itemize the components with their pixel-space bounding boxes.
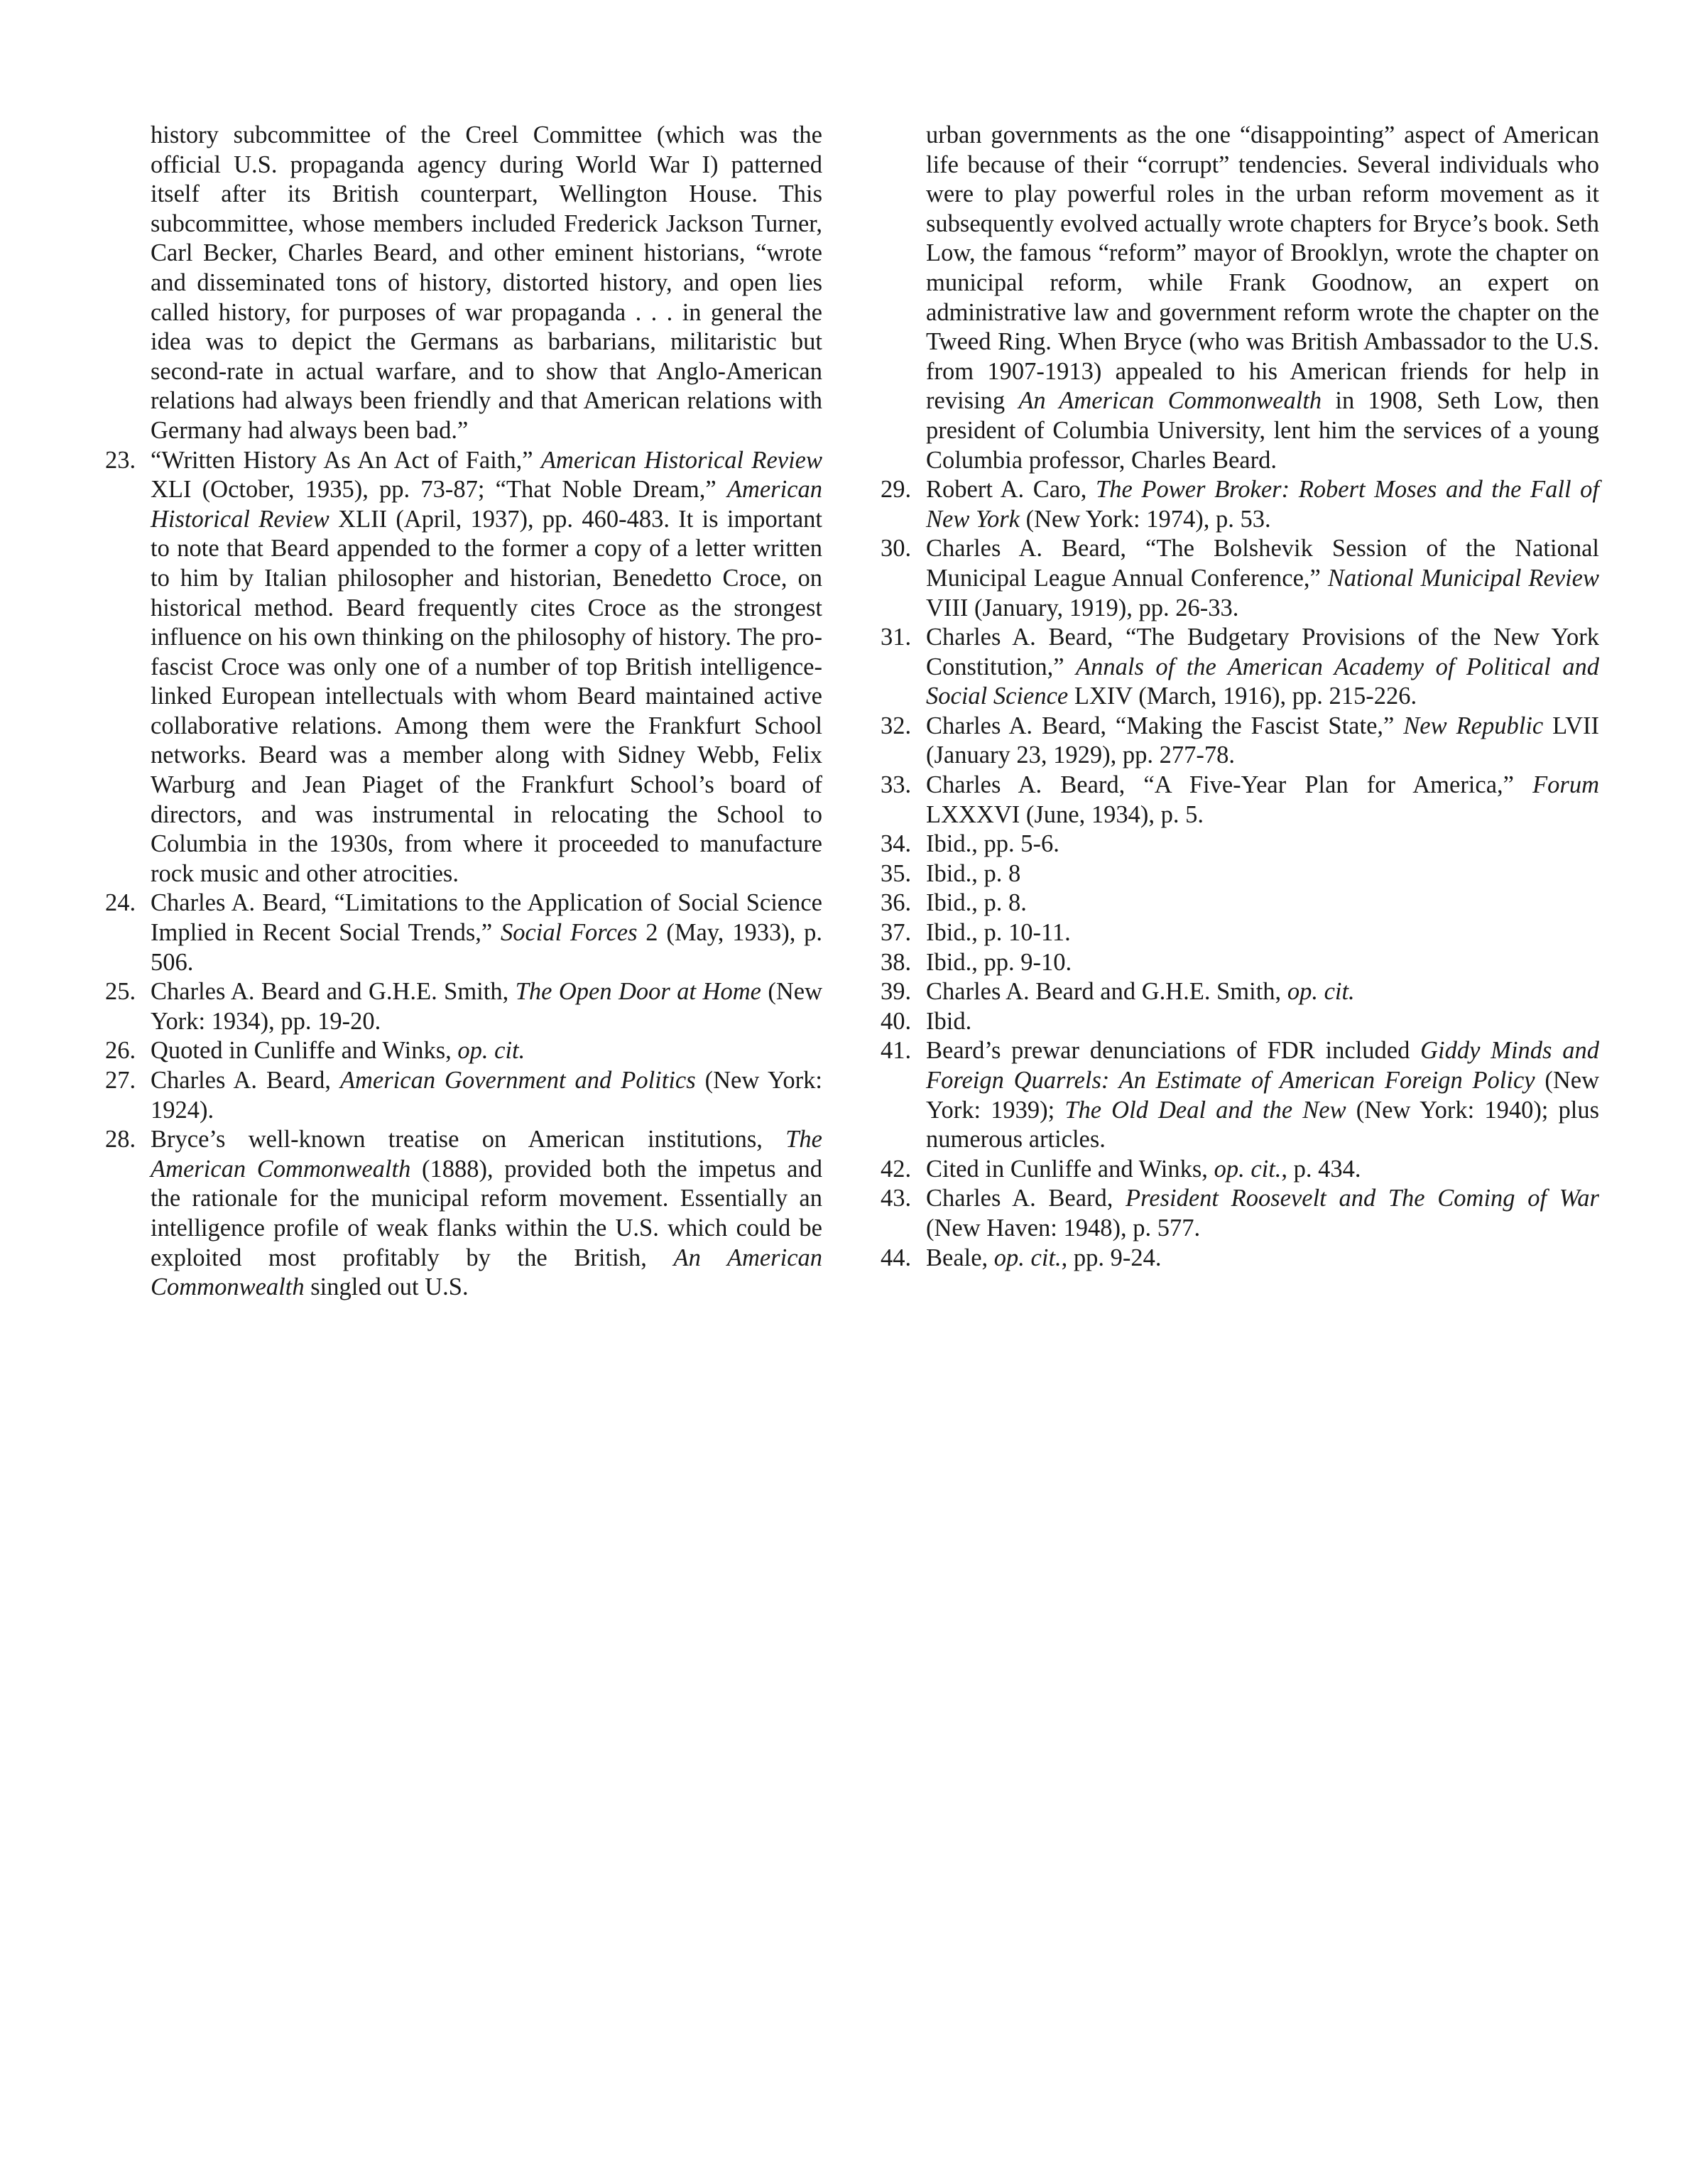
left-column xyxy=(105,121,822,1303)
note-number: 27. xyxy=(105,1067,136,1094)
continuation-paragraph: history subcommittee of the Creel Committee (which was the official U.S. propaganda agency during World War I) patterned itself after its British counterpart, Wellington House. This subcommittee, whose members included Frederick Jackson Turner, Carl Becker, Charles Beard, and other eminent historians, “wrote and disseminated tons of history, distorted history, and open lies called history, for purposes of war propaganda . . . in general the idea was to depict the Germans as barbarians, militaristic but second-rate in actual warfare, and to show that Anglo-American relations had always been friendly and that American relations with Germany had always been bad.” xyxy=(151,121,822,444)
note-number: 33. xyxy=(881,771,912,799)
note-number: 39. xyxy=(881,978,912,1006)
note-number: 42. xyxy=(881,1155,912,1183)
note-number: 36. xyxy=(881,889,912,917)
footnote: 31. Charles A. Beard, “The Budgetary Provisions of the New York Constitution,” Annals of the American Academy of Political and Social Science LXIV (March, 1916), pp. 215-226. xyxy=(881,624,1599,710)
footnote: 24. Charles A. Beard, “Limitations to the Application of Social Science Implied in Recent Social Trends,” Social Forces 2 (May, 1933), p. 506. xyxy=(105,889,822,976)
note-number: 35. xyxy=(881,859,912,887)
footnote: 39. Charles A. Beard and G.H.E. Smith, op. cit. xyxy=(881,977,1599,1007)
note-number: 24. xyxy=(105,889,136,917)
note-number: 37. xyxy=(881,919,912,947)
note-number: 41. xyxy=(881,1037,912,1065)
footnote: 44. Beale, op. cit., pp. 9-24. xyxy=(881,1244,1599,1273)
note-number: 34. xyxy=(881,830,912,858)
note-number: 23. xyxy=(105,446,136,474)
right-column xyxy=(881,121,1599,1273)
note-number: 29. xyxy=(881,476,912,504)
continuation-paragraph: urban governments as the one “disappointing” aspect of American life because of their “corrupt” tendencies. Several individuals who were to play powerful roles in the urban reform movement as it subsequently evolved actually wrote chapters for Bryce’s book. Seth Low, the famous “reform” mayor of Brooklyn, wrote the chapter on municipal reform, while Frank Goodnow, an expert on administrative law and government reform wrote the chapter on the Tweed Ring. When Bryce (who was British Ambassador to the U.S. from 1907-1913) appealed to his American friends for help in revising An American Commonwealth in 1908, Seth Low, then president of Columbia University, lent him the services of a young Columbia professor, Charles Beard. xyxy=(926,121,1599,474)
note-number: 44. xyxy=(881,1244,912,1271)
note-number: 43. xyxy=(881,1185,912,1212)
footnote: 40. Ibid. xyxy=(881,1007,1599,1037)
footnote: 30. Charles A. Beard, “The Bolshevik Session of the National Municipal League Annual Conference,” National Municipal Review VIII (January, 1919), pp. 26-33. xyxy=(881,535,1599,621)
note-number: 28. xyxy=(105,1126,136,1153)
footnote: 28. Bryce’s well-known treatise on American institutions, The American Commonwealth (1888), provided both the impetus and the rationale for the municipal reform movement. Essentially an intelligence profile of weak flanks within the U.S. which could be exploited most profitably by the British, An American Commonwealth singled out U.S. xyxy=(105,1126,823,1301)
footnote: 27. Charles A. Beard, American Government and Politics (New York: 1924). xyxy=(105,1067,822,1124)
footnote: 42. Cited in Cunliffe and Winks, op. cit., p. 434. xyxy=(881,1155,1599,1185)
footnote: 41. Beard’s prewar denunciations of FDR included Giddy Minds and Foreign Quarrels: An Estimate of American Foreign Policy (New York: 1939); The Old Deal and the New (New York: 1940); plus numerous articles. xyxy=(881,1037,1599,1153)
note-number: 26. xyxy=(105,1037,136,1065)
notes-list xyxy=(881,475,1599,1273)
footnote: 38. Ibid., pp. 9-10. xyxy=(881,948,1599,978)
footnote: 23. “Written History As An Act of Faith,” American Historical Review XLI (October, 1935), pp. 73-87; “That Noble Dream,” American Historical Review XLII (April, 1937), pp. 460-483. It is important to note that Beard appended to the former a copy of a letter written to him by Italian philosopher and historian, Benedetto Croce, on historical method. Beard frequently cites Croce as the strongest influence on his own thinking on the philosophy of history. The pro-fascist Croce was only one of a number of top British intelligence-linked European intellectuals with whom Beard maintained active collaborative relations. Among them were the Frankfurt School networks. Beard was a member along with Sidney Webb, Felix Warburg and Jean Piaget of the Frankfurt School’s board of directors, and was instrumental in relocating the School to Columbia in the 1930s, from where it proceeded to manufacture rock music and other atrocities. xyxy=(105,446,823,887)
note-number: 32. xyxy=(881,712,912,739)
footnote: 35. Ibid., p. 8 xyxy=(881,859,1599,889)
footnote: 43. Charles A. Beard, President Roosevelt and The Coming of War (New Haven: 1948), p. 577. xyxy=(881,1185,1599,1242)
footnote: 36. Ibid., p. 8. xyxy=(881,889,1599,918)
footnote: 25. Charles A. Beard and G.H.E. Smith, The Open Door at Home (New York: 1934), pp. 19-20. xyxy=(105,978,823,1035)
note-number: 40. xyxy=(881,1007,912,1035)
note-number: 38. xyxy=(881,948,912,976)
note-number: 30. xyxy=(881,535,912,563)
footnote: 37. Ibid., p. 10-11. xyxy=(881,918,1599,948)
note-number: 25. xyxy=(105,978,136,1006)
footnote: 34. Ibid., pp. 5-6. xyxy=(881,830,1599,859)
footnote: 32. Charles A. Beard, “Making the Fascist State,” New Republic LVII (January 23, 1929), pp. 277-78. xyxy=(881,712,1599,769)
notes-list xyxy=(105,446,822,1303)
note-number: 31. xyxy=(881,624,912,651)
footnote: 29. Robert A. Caro, The Power Broker: Robert Moses and the Fall of New York (New York: 1974), p. 53. xyxy=(881,476,1599,533)
footnote: 26. Quoted in Cunliffe and Winks, op. cit. xyxy=(105,1036,822,1066)
footnote: 33. Charles A. Beard, “A Five-Year Plan for America,” Forum LXXXVI (June, 1934), p. 5. xyxy=(881,771,1599,828)
